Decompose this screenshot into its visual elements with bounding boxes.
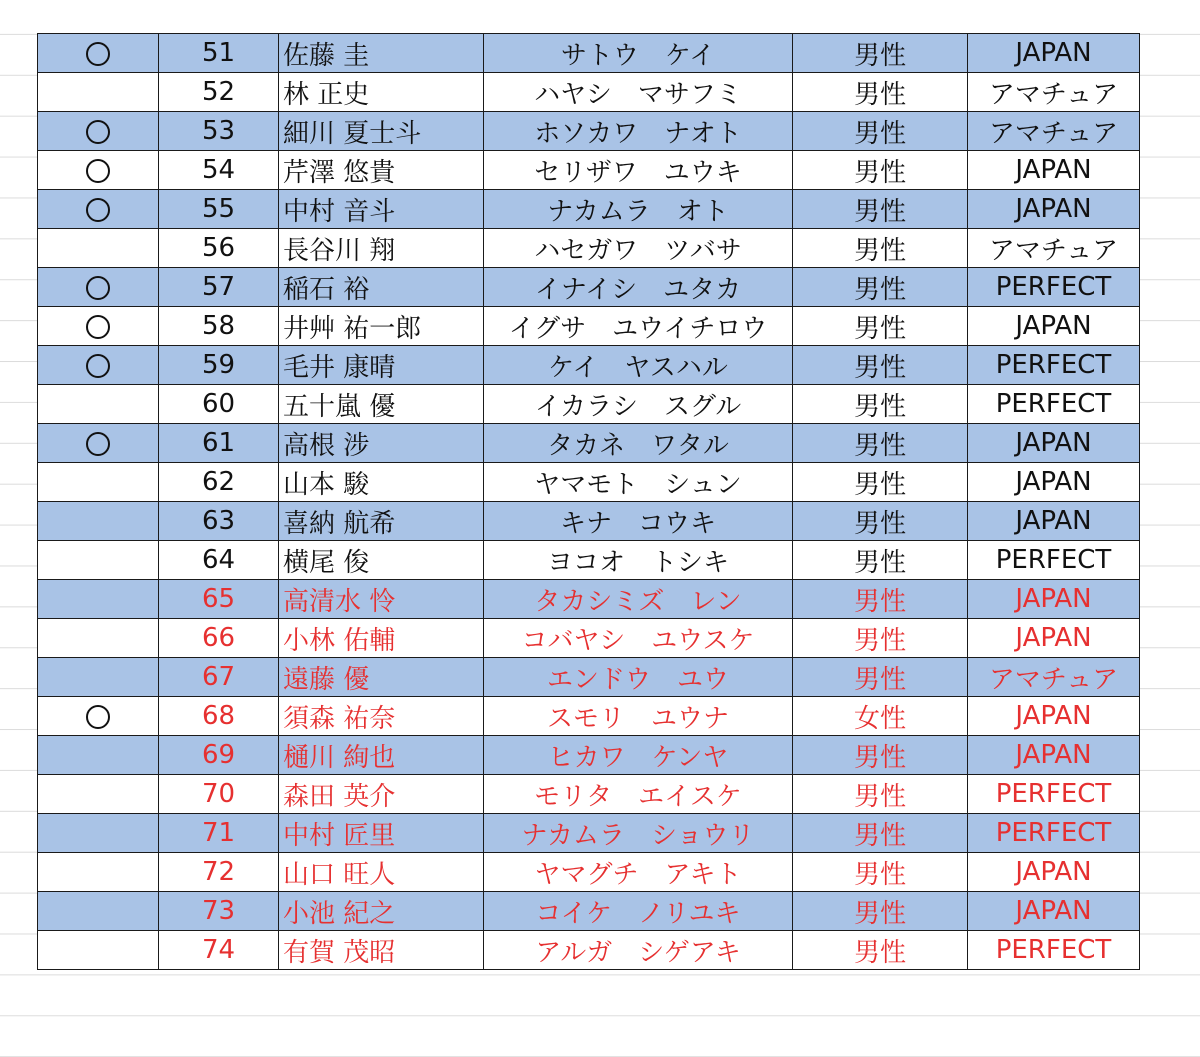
circle-mark-icon bbox=[86, 276, 110, 300]
category-cell: PERFECT bbox=[968, 775, 1140, 814]
gender-cell: 男性 bbox=[793, 541, 968, 580]
category-cell: JAPAN bbox=[968, 502, 1140, 541]
gender-cell: 男性 bbox=[793, 424, 968, 463]
category-cell: PERFECT bbox=[968, 541, 1140, 580]
selected-mark-cell bbox=[38, 697, 159, 736]
gender-cell: 男性 bbox=[793, 502, 968, 541]
player-kana-cell: ヤマモト シュン bbox=[484, 463, 793, 502]
player-name-cell: 遠藤 優 bbox=[279, 658, 484, 697]
player-name-cell: 細川 夏士斗 bbox=[279, 112, 484, 151]
player-kana-cell: モリタ エイスケ bbox=[484, 775, 793, 814]
selected-mark-cell bbox=[38, 736, 159, 775]
table-row bbox=[38, 814, 1140, 853]
gender-cell: 男性 bbox=[793, 853, 968, 892]
entry-number-cell: 64 bbox=[159, 541, 279, 580]
selected-mark-cell bbox=[38, 346, 159, 385]
table-row bbox=[38, 112, 1140, 151]
entry-number-cell: 56 bbox=[159, 229, 279, 268]
table-row bbox=[38, 229, 1140, 268]
table-row bbox=[38, 463, 1140, 502]
table-row bbox=[38, 931, 1140, 970]
player-kana-cell: キナ コウキ bbox=[484, 502, 793, 541]
selected-mark-cell bbox=[38, 463, 159, 502]
player-name-cell: 芹澤 悠貴 bbox=[279, 151, 484, 190]
player-kana-cell: タカシミズ レン bbox=[484, 580, 793, 619]
selected-mark-cell bbox=[38, 151, 159, 190]
gender-cell: 男性 bbox=[793, 346, 968, 385]
category-cell: JAPAN bbox=[968, 580, 1140, 619]
gender-cell: 男性 bbox=[793, 151, 968, 190]
selected-mark-cell bbox=[38, 73, 159, 112]
player-name-cell: 中村 音斗 bbox=[279, 190, 484, 229]
player-name-cell: 井艸 祐一郎 bbox=[279, 307, 484, 346]
gender-cell: 男性 bbox=[793, 814, 968, 853]
player-kana-cell: ナカムラ オト bbox=[484, 190, 793, 229]
gender-cell: 男性 bbox=[793, 112, 968, 151]
entry-number-cell: 55 bbox=[159, 190, 279, 229]
player-kana-cell: イカラシ スグル bbox=[484, 385, 793, 424]
selected-mark-cell bbox=[38, 853, 159, 892]
entry-number-cell: 62 bbox=[159, 463, 279, 502]
player-kana-cell: ヤマグチ アキト bbox=[484, 853, 793, 892]
player-kana-cell: スモリ ユウナ bbox=[484, 697, 793, 736]
table-row bbox=[38, 736, 1140, 775]
table-row bbox=[38, 385, 1140, 424]
selected-mark-cell bbox=[38, 580, 159, 619]
table-row bbox=[38, 580, 1140, 619]
table-row bbox=[38, 697, 1140, 736]
player-name-cell: 喜納 航希 bbox=[279, 502, 484, 541]
entry-number-cell: 51 bbox=[159, 34, 279, 73]
selected-mark-cell bbox=[38, 424, 159, 463]
entry-number-cell: 65 bbox=[159, 580, 279, 619]
category-cell: アマチュア bbox=[968, 229, 1140, 268]
player-name-cell: 佐藤 圭 bbox=[279, 34, 484, 73]
selected-mark-cell bbox=[38, 385, 159, 424]
player-name-cell: 林 正史 bbox=[279, 73, 484, 112]
player-kana-cell: タカネ ワタル bbox=[484, 424, 793, 463]
selected-mark-cell bbox=[38, 814, 159, 853]
selected-mark-cell bbox=[38, 541, 159, 580]
selected-mark-cell bbox=[38, 307, 159, 346]
gender-cell: 男性 bbox=[793, 73, 968, 112]
selected-mark-cell bbox=[38, 775, 159, 814]
selected-mark-cell bbox=[38, 229, 159, 268]
circle-mark-icon bbox=[86, 432, 110, 456]
category-cell: JAPAN bbox=[968, 853, 1140, 892]
player-name-cell: 毛井 康晴 bbox=[279, 346, 484, 385]
entry-number-cell: 70 bbox=[159, 775, 279, 814]
gender-cell: 男性 bbox=[793, 34, 968, 73]
circle-mark-icon bbox=[86, 42, 110, 66]
player-kana-cell: セリザワ ユウキ bbox=[484, 151, 793, 190]
player-name-cell: 高根 涉 bbox=[279, 424, 484, 463]
table-row bbox=[38, 541, 1140, 580]
entry-number-cell: 73 bbox=[159, 892, 279, 931]
selected-mark-cell bbox=[38, 268, 159, 307]
entry-number-cell: 68 bbox=[159, 697, 279, 736]
selected-mark-cell bbox=[38, 658, 159, 697]
category-cell: JAPAN bbox=[968, 151, 1140, 190]
category-cell: JAPAN bbox=[968, 892, 1140, 931]
entry-number-cell: 71 bbox=[159, 814, 279, 853]
category-cell: PERFECT bbox=[968, 931, 1140, 970]
table-row bbox=[38, 619, 1140, 658]
gender-cell: 男性 bbox=[793, 385, 968, 424]
category-cell: アマチュア bbox=[968, 112, 1140, 151]
entry-number-cell: 72 bbox=[159, 853, 279, 892]
table-row bbox=[38, 892, 1140, 931]
table-row bbox=[38, 268, 1140, 307]
category-cell: PERFECT bbox=[968, 385, 1140, 424]
player-kana-cell: ケイ ヤスハル bbox=[484, 346, 793, 385]
table-row bbox=[38, 190, 1140, 229]
entry-number-cell: 53 bbox=[159, 112, 279, 151]
category-cell: JAPAN bbox=[968, 424, 1140, 463]
entry-number-cell: 59 bbox=[159, 346, 279, 385]
player-kana-cell: ハセガワ ツバサ bbox=[484, 229, 793, 268]
gender-cell: 男性 bbox=[793, 658, 968, 697]
entry-number-cell: 54 bbox=[159, 151, 279, 190]
selected-mark-cell bbox=[38, 190, 159, 229]
entry-number-cell: 58 bbox=[159, 307, 279, 346]
player-name-cell: 中村 匠里 bbox=[279, 814, 484, 853]
player-name-cell: 森田 英介 bbox=[279, 775, 484, 814]
player-name-cell: 稲石 裕 bbox=[279, 268, 484, 307]
entry-number-cell: 60 bbox=[159, 385, 279, 424]
player-name-cell: 横尾 俊 bbox=[279, 541, 484, 580]
gender-cell: 男性 bbox=[793, 229, 968, 268]
gender-cell: 男性 bbox=[793, 463, 968, 502]
player-name-cell: 小林 佑輔 bbox=[279, 619, 484, 658]
category-cell: JAPAN bbox=[968, 307, 1140, 346]
category-cell: PERFECT bbox=[968, 346, 1140, 385]
player-name-cell: 須森 祐奈 bbox=[279, 697, 484, 736]
player-kana-cell: イグサ ユウイチロウ bbox=[484, 307, 793, 346]
entry-number-cell: 63 bbox=[159, 502, 279, 541]
gender-cell: 男性 bbox=[793, 775, 968, 814]
entry-number-cell: 67 bbox=[159, 658, 279, 697]
entry-number-cell: 57 bbox=[159, 268, 279, 307]
player-kana-cell: ハヤシ マサフミ bbox=[484, 73, 793, 112]
table-row bbox=[38, 307, 1140, 346]
gender-cell: 男性 bbox=[793, 307, 968, 346]
player-kana-cell: ナカムラ ショウリ bbox=[484, 814, 793, 853]
circle-mark-icon bbox=[86, 198, 110, 222]
player-kana-cell: アルガ シゲアキ bbox=[484, 931, 793, 970]
player-kana-cell: イナイシ ユタカ bbox=[484, 268, 793, 307]
table-row bbox=[38, 853, 1140, 892]
player-name-cell: 樋川 絢也 bbox=[279, 736, 484, 775]
gender-cell: 男性 bbox=[793, 892, 968, 931]
table-row bbox=[38, 73, 1140, 112]
gender-cell: 男性 bbox=[793, 190, 968, 229]
selected-mark-cell bbox=[38, 931, 159, 970]
gender-cell: 男性 bbox=[793, 736, 968, 775]
selected-mark-cell bbox=[38, 112, 159, 151]
category-cell: JAPAN bbox=[968, 190, 1140, 229]
category-cell: JAPAN bbox=[968, 619, 1140, 658]
player-name-cell: 五十嵐 優 bbox=[279, 385, 484, 424]
table-row bbox=[38, 151, 1140, 190]
category-cell: JAPAN bbox=[968, 697, 1140, 736]
circle-mark-icon bbox=[86, 120, 110, 144]
selected-mark-cell bbox=[38, 34, 159, 73]
player-name-cell: 山本 駿 bbox=[279, 463, 484, 502]
player-kana-cell: コイケ ノリユキ bbox=[484, 892, 793, 931]
category-cell: アマチュア bbox=[968, 658, 1140, 697]
player-kana-cell: ヒカワ ケンヤ bbox=[484, 736, 793, 775]
selected-mark-cell bbox=[38, 619, 159, 658]
circle-mark-icon bbox=[86, 354, 110, 378]
player-kana-cell: エンドウ ユウ bbox=[484, 658, 793, 697]
roster-table-body bbox=[38, 34, 1140, 970]
player-name-cell: 高清水 怜 bbox=[279, 580, 484, 619]
category-cell: PERFECT bbox=[968, 268, 1140, 307]
entry-number-cell: 69 bbox=[159, 736, 279, 775]
category-cell: JAPAN bbox=[968, 34, 1140, 73]
table-row bbox=[38, 658, 1140, 697]
category-cell: JAPAN bbox=[968, 463, 1140, 502]
selected-mark-cell bbox=[38, 892, 159, 931]
category-cell: JAPAN bbox=[968, 736, 1140, 775]
category-cell: PERFECT bbox=[968, 814, 1140, 853]
circle-mark-icon bbox=[86, 315, 110, 339]
player-name-cell: 有賀 茂昭 bbox=[279, 931, 484, 970]
table-row bbox=[38, 34, 1140, 73]
roster-table bbox=[37, 33, 1140, 970]
circle-mark-icon bbox=[86, 159, 110, 183]
player-kana-cell: コバヤシ ユウスケ bbox=[484, 619, 793, 658]
table-row bbox=[38, 775, 1140, 814]
player-name-cell: 長谷川 翔 bbox=[279, 229, 484, 268]
player-name-cell: 山口 旺人 bbox=[279, 853, 484, 892]
category-cell: アマチュア bbox=[968, 73, 1140, 112]
table-row bbox=[38, 424, 1140, 463]
gender-cell: 男性 bbox=[793, 931, 968, 970]
entry-number-cell: 66 bbox=[159, 619, 279, 658]
gender-cell: 男性 bbox=[793, 268, 968, 307]
entry-number-cell: 74 bbox=[159, 931, 279, 970]
entry-number-cell: 52 bbox=[159, 73, 279, 112]
player-kana-cell: ホソカワ ナオト bbox=[484, 112, 793, 151]
circle-mark-icon bbox=[86, 705, 110, 729]
player-name-cell: 小池 紀之 bbox=[279, 892, 484, 931]
table-row bbox=[38, 502, 1140, 541]
gender-cell: 男性 bbox=[793, 580, 968, 619]
player-kana-cell: サトウ ケイ bbox=[484, 34, 793, 73]
table-row bbox=[38, 346, 1140, 385]
player-kana-cell: ヨコオ トシキ bbox=[484, 541, 793, 580]
gender-cell: 女性 bbox=[793, 697, 968, 736]
entry-number-cell: 61 bbox=[159, 424, 279, 463]
selected-mark-cell bbox=[38, 502, 159, 541]
gender-cell: 男性 bbox=[793, 619, 968, 658]
